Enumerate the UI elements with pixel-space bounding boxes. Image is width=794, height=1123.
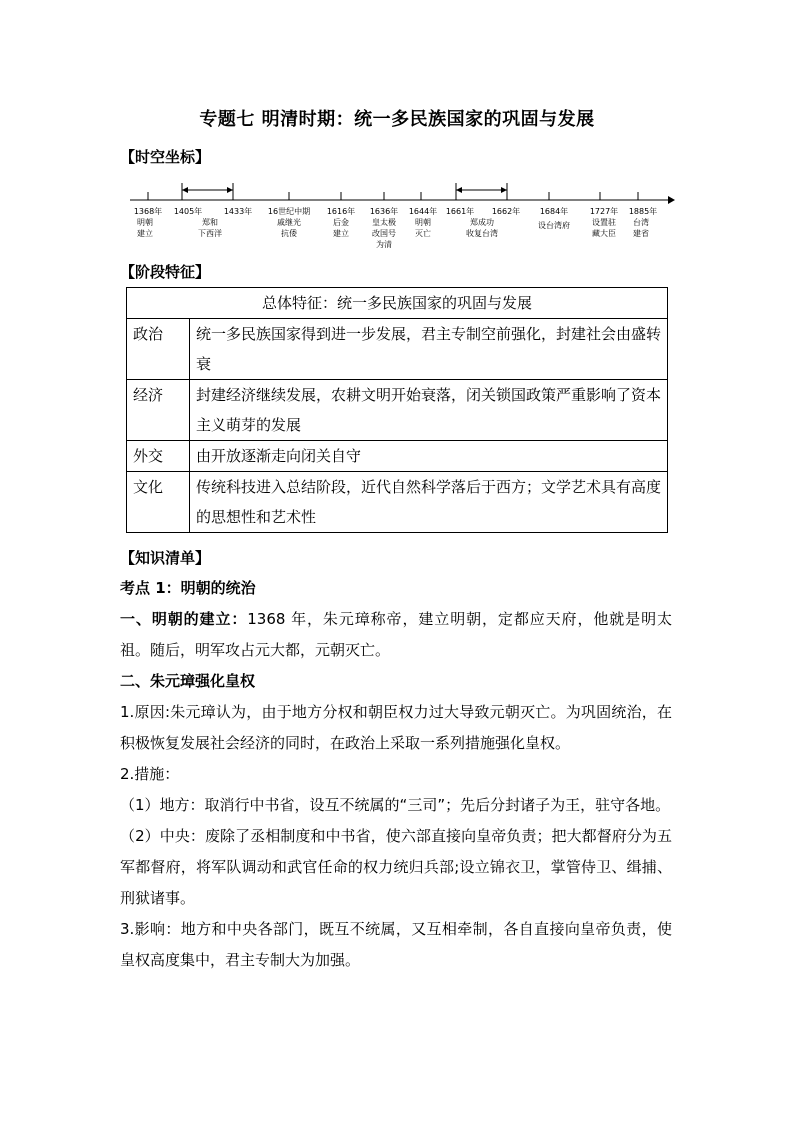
svg-text:1885年: 1885年 <box>628 207 658 216</box>
features-value: 传统科技进入总结阶段，近代自然科学落后于西方；文学艺术具有高度的思想性和艺术性 <box>190 472 668 533</box>
svg-text:抗倭: 抗倭 <box>281 229 297 238</box>
svg-text:1727年: 1727年 <box>589 207 619 216</box>
features-row-culture <box>127 472 668 533</box>
svg-text:后金: 后金 <box>333 218 349 227</box>
features-value: 统一多民族国家得到进一步发展，君主专制空前强化，封建社会由盛转衰 <box>190 319 668 380</box>
svg-text:1684年: 1684年 <box>539 207 569 216</box>
svg-text:收复台湾: 收复台湾 <box>466 229 498 238</box>
svg-text:皇太极: 皇太极 <box>372 218 396 227</box>
timeline-event-zhenghe <box>198 217 222 238</box>
svg-text:戚继光: 戚继光 <box>277 218 301 227</box>
svg-text:明朝: 明朝 <box>137 218 153 227</box>
svg-text:明朝: 明朝 <box>415 218 431 227</box>
features-key: 外交 <box>127 441 190 472</box>
knowledge-content <box>120 573 672 976</box>
svg-text:郑成功: 郑成功 <box>470 218 494 227</box>
subheading-strengthen-power: 二、朱元璋强化皇权 <box>120 672 256 690</box>
svg-text:郑和: 郑和 <box>202 218 218 227</box>
timeline-event-zhengchenggong <box>466 217 498 238</box>
svg-text:1368年: 1368年 <box>133 207 163 216</box>
range-arrow-zhengchenggong <box>456 183 507 200</box>
features-header-row <box>127 288 668 319</box>
svg-text:下西洋: 下西洋 <box>198 229 222 238</box>
timeline-event-1616 <box>327 206 355 238</box>
svg-text:1661年: 1661年 <box>445 207 475 216</box>
svg-text:1644年: 1644年 <box>408 207 438 216</box>
svg-text:建立: 建立 <box>137 229 153 238</box>
features-row-economy <box>127 380 668 441</box>
features-key: 文化 <box>127 472 190 533</box>
svg-text:1616年: 1616年 <box>326 207 356 216</box>
features-key: 政治 <box>127 319 190 380</box>
timeline-event-1368 <box>134 206 162 238</box>
svg-text:1433年: 1433年 <box>223 207 253 216</box>
svg-text:16世纪中期: 16世纪中期 <box>267 207 311 216</box>
features-key: 经济 <box>127 380 190 441</box>
svg-text:改国号: 改国号 <box>372 229 396 238</box>
timeline-event-1684 <box>538 206 570 230</box>
features-row-diplomacy <box>127 441 668 472</box>
paragraph-local: （1）地方：取消行中书省，设互不统属的“三司”；先后分封诸子为王，驻守各地。 <box>120 796 671 814</box>
timeline-event-1405 <box>174 206 202 216</box>
features-value: 由开放逐渐走向闭关自守 <box>190 441 668 472</box>
timeline-event-1433 <box>224 206 252 216</box>
timeline-event-1661 <box>446 206 474 216</box>
exam-point-heading: 考点 1：明朝的统治 <box>120 579 256 597</box>
svg-text:建立: 建立 <box>333 229 349 238</box>
subheading-establishment: 一、明朝的建立： <box>120 610 248 628</box>
timeline-event-1636 <box>370 206 398 249</box>
page-title: 专题七 明清时期：统一多民族国家的巩固与发展 <box>199 109 595 130</box>
paragraph-reason: 1.原因:朱元璋认为，由于地方分权和朝臣权力过大导致元朝灭亡。为巩固统治，在积极恢复发展社会经济的同时，在政治上采取一系列措施强化皇权。 <box>120 703 672 752</box>
timeline-event-16th-century <box>268 206 310 238</box>
establishment-text: 1368 年，朱元璋称帝，建立明朝，定都应天府，他就是明太祖。随后，明军攻占元大都，元朝灭亡。 <box>120 610 672 659</box>
svg-text:1662年: 1662年 <box>491 207 521 216</box>
paragraph-central: （2）中央：废除了丞相制度和中书省，使六部直接向皇帝负责；把大都督府分为五军都督府，将军队调动和武官任命的权力统归兵部;设立锦衣卫，掌管侍卫、缉捕、刑狱诸事。 <box>120 827 672 907</box>
timeline-event-1727 <box>590 206 618 238</box>
features-value: 封建经济继续发展，农耕文明开始衰落，闭关锁国政策严重影响了资本主义萌芽的发展 <box>190 380 668 441</box>
section-heading-stage: 【阶段特征】 <box>120 263 211 281</box>
range-arrow-zhenghe <box>182 183 233 200</box>
features-header: 总体特征：统一多民族国家的巩固与发展 <box>127 288 668 319</box>
section-heading-knowledge: 【知识清单】 <box>120 549 211 567</box>
svg-text:1636年: 1636年 <box>369 207 399 216</box>
svg-text:1405年: 1405年 <box>173 207 203 216</box>
svg-text:设台湾府: 设台湾府 <box>538 221 570 230</box>
svg-text:灭亡: 灭亡 <box>415 229 431 238</box>
features-table <box>126 287 668 533</box>
paragraph-impact: 3.影响：地方和中央各部门，既互不统属，又互相牵制，各自直接向皇帝负责，使皇权高度集中，君主专制大为加强。 <box>120 920 672 969</box>
timeline-event-1885 <box>629 206 657 238</box>
svg-text:设置驻: 设置驻 <box>592 218 616 227</box>
svg-text:为清: 为清 <box>376 240 392 249</box>
timeline-arrowhead <box>668 196 675 204</box>
paragraph-establishment <box>120 604 672 666</box>
timeline-event-1644 <box>409 206 437 238</box>
timeline-event-1662 <box>492 206 520 216</box>
paragraph-measures: 2.措施： <box>120 765 180 783</box>
svg-text:藏大臣: 藏大臣 <box>592 229 616 238</box>
timeline-chart <box>0 0 794 260</box>
features-row-politics <box>127 319 668 380</box>
svg-text:台湾: 台湾 <box>633 218 649 227</box>
svg-text:建省: 建省 <box>633 229 649 238</box>
section-heading-timeline: 【时空坐标】 <box>120 148 211 166</box>
